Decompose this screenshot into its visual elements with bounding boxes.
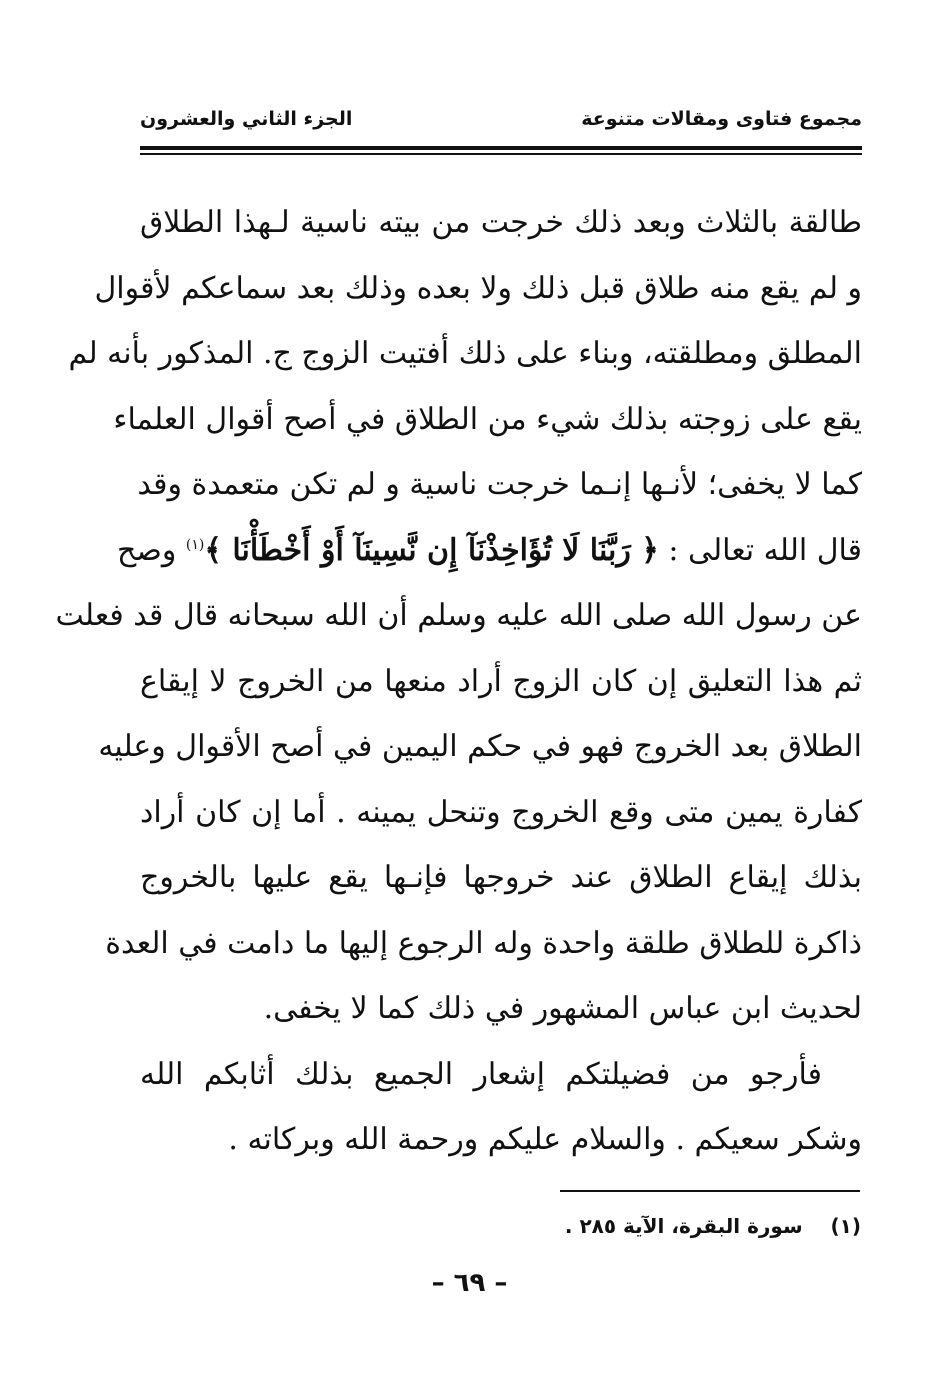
text-line-8: ثم هذا التعليق إن كان الزوج أراد منعها من الخروج لا إيقاع (140, 663, 862, 699)
text-line-11: بذلك إيقاع الطلاق عند خروجها فإنـها يقع عليها بالخروج (140, 860, 862, 895)
text-line-10: كفارة يمين متى وقع الخروج وتنحل يمينه . أما إن كان أراد (140, 794, 862, 830)
header-rule-thick (140, 146, 862, 150)
body-text (55, 190, 862, 1173)
quran-verse: ﴿ رَبَّنَا لَا تُؤَاخِذْنَآ إِن نَّسِينَآ أَوْ أَخْطَأْنَا ﴾ (204, 532, 659, 568)
text-line-12: ذاكرة للطلاق طلقة واحدة وله الرجوع إليها ما دامت في العدة (105, 925, 862, 961)
footnote-number: (١) (830, 1214, 861, 1238)
text-line-2: و لم يقع منه طلاق قبل ذلك ولا بعده وذلك بعد سماعكم لأقوال (94, 270, 862, 306)
page-header (140, 108, 862, 142)
footnote-text: سورة البقرة، الآية ٢٨٥ . (564, 1214, 803, 1238)
text-line-4: يقع على زوجته بذلك شيء من الطلاق في أصح أقوال العلماء (113, 401, 862, 437)
header-rule-thin (140, 153, 862, 155)
verse-after: وصح (117, 532, 186, 568)
footnote-separator (560, 1190, 860, 1192)
text-line-1: طالقة بالثلاث وبعد ذلك خرجت من بيته ناسية لـهذا الطلاق (140, 205, 862, 240)
footnote-marker: (١) (185, 536, 205, 553)
paragraph2-line-2: وشكر سعيكم . والسلام عليكم ورحمة الله وبركاته . (228, 1122, 862, 1157)
text-line-9: الطلاق بعد الخروج فهو في حكم اليمين في أصح الأقوال وعليه (98, 729, 862, 764)
verse-line (117, 518, 862, 584)
text-line-5: كما لا يخفى؛ لأنـها إنـما خرجت ناسية و لم تكن متعمدة وقد (137, 467, 862, 502)
book-title: مجموع فتاوى ومقالات متنوعة (581, 108, 862, 130)
text-line-7: عن رسول الله صلى الله عليه وسلم أن الله سبحانه قال قد فعلت (55, 598, 862, 633)
page-number: – ٦٩ – (431, 1268, 508, 1298)
volume-title: الجزء الثاني والعشرون (140, 108, 353, 130)
text-line-13: لحديث ابن عباس المشهور في ذلك كما لا يخفى. (263, 991, 862, 1026)
verse-intro: قال الله تعالى : (658, 532, 862, 568)
text-line-3: المطلق ومطلقته، وبناء على ذلك أفتيت الزوج ج. المذكور بأنه لم (68, 336, 862, 371)
paragraph2-line-1: فأرجو من فضيلتكم إشعار الجميع بذلك أثابكم الله (140, 1056, 822, 1092)
footnote (565, 1214, 861, 1238)
